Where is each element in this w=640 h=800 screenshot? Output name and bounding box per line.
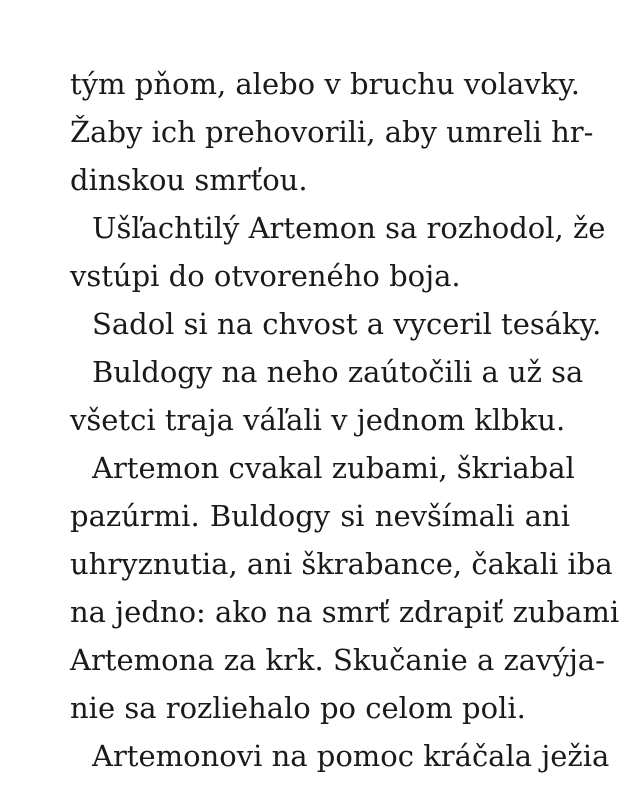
text-line: pazúrmi. Buldogy si nevšímali ani (70, 499, 570, 533)
text-line: tým pňom, alebo v bruchu volavky. (70, 67, 580, 101)
text-line: Žaby ich prehovorili, aby umreli hr- (70, 115, 594, 149)
text-line: Artemonovi na pomoc kráčala ježia (92, 739, 610, 773)
text-line: Buldogy na neho zaútočili a už sa (92, 355, 584, 389)
text-line: dinskou smrťou. (70, 163, 308, 197)
text-line: vstúpi do otvoreného boja. (70, 259, 461, 293)
text-line: uhryznutia, ani škrabance, čakali iba (70, 547, 613, 581)
text-line: Ušľachtilý Artemon sa rozhodol, že (92, 211, 606, 245)
text-line: Sadol si na chvost a vyceril tesáky. (92, 307, 602, 341)
text-line: na jedno: ako na smrť zdrapiť zubami (70, 595, 620, 629)
text-line: nie sa rozliehalo po celom poli. (70, 691, 526, 725)
text-line: Artemon cvakal zubami, škriabal (92, 451, 575, 485)
text-line: všetci traja váľali v jednom klbku. (70, 403, 566, 437)
text-line: Artemona za krk. Skučanie a zavýja- (70, 643, 605, 677)
